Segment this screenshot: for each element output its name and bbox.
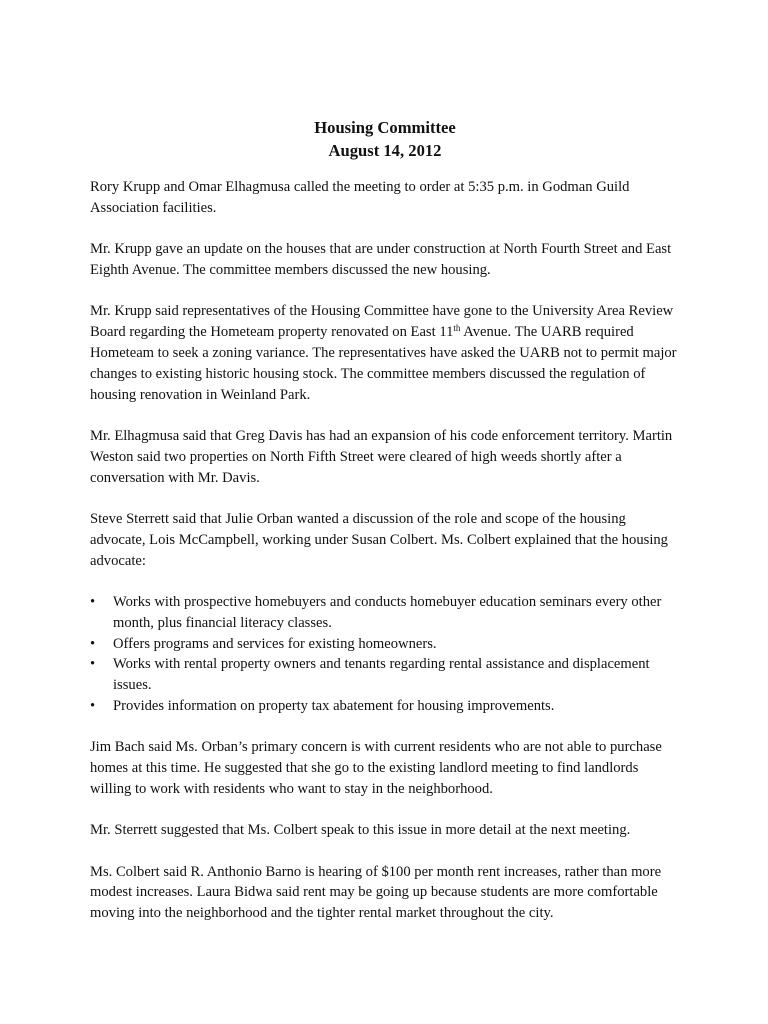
list-item [90, 634, 680, 655]
bullet-glyph: • [90, 593, 96, 610]
paragraph-housing-advocate: Steve Sterrett said that Julie Orban wanted a discussion of the role and scope of the housing advocate, Lois McCampbell, working under Susan Colbert. Ms. Colbert explained that the housing advocate: [90, 510, 668, 569]
list-item-text: Works with prospective homebuyers and conducts homebuyer education seminars every other month, plus financial literacy classes. [113, 593, 662, 631]
paragraph-call-to-order: Rory Krupp and Omar Elhagmusa called the meeting to order at 5:35 p.m. in Godman Guild Association facilities. [90, 179, 630, 216]
list-item-text: Provides information on property tax abatement for housing improvements. [113, 697, 555, 714]
bullet-glyph: • [90, 635, 96, 652]
list-item [90, 592, 680, 634]
advocate-duties-list [90, 592, 680, 717]
document-title: Housing Committee [314, 118, 456, 137]
list-item [90, 696, 680, 717]
uarb-text-start: Mr. Krupp said representatives of the Housing Committee have gone to the University Area Review Board regarding the Hometeam property renovated on East 11 [90, 303, 674, 341]
paragraph-uarb [90, 301, 680, 405]
ordinal-suffix: th [453, 323, 461, 334]
list-item-text: Works with rental property owners and tenants regarding rental assistance and displacement issues. [113, 656, 650, 694]
list-item [90, 654, 680, 696]
list-item-text: Offers programs and services for existing homeowners. [113, 635, 437, 652]
meeting-date: August 14, 2012 [328, 141, 442, 160]
paragraph-primary-concern: Jim Bach said Ms. Orban’s primary concern is with current residents who are not able to purchase homes at this time. He suggested that she go to the existing landlord meeting to find landlords willing to work with residents who want to stay in the neighborhood. [90, 739, 662, 797]
uarb-text-end: Avenue. The UARB required Hometeam to seek a zoning variance. The representatives have asked the UARB not to permit major changes to existing historic housing stock. The committee members discussed the regulation of housing renovation in Weinland Park. [90, 324, 677, 403]
bullet-glyph: • [90, 656, 96, 673]
paragraph-rent-increases: Ms. Colbert said R. Anthonio Barno is hearing of $100 per month rent increases, rather than more modest increases. Laura Bidwa said rent may be going up because students are more comfortable moving into the neighborhood and the tighter rental market throughout the city. [90, 863, 662, 922]
bullet-glyph: • [90, 697, 96, 714]
paragraph-code-enforcement: Mr. Elhagmusa said that Greg Davis has had an expansion of his code enforcement territory. Martin Weston said two properties on North Fifth Street were cleared of high weeds shortly after a conversation with Mr. Davis. [90, 427, 673, 486]
document-body [90, 116, 680, 945]
paragraph-construction-update: Mr. Krupp gave an update on the houses that are under construction at North Fourth Street and East Eighth Avenue. The committee members discussed the new housing. [90, 241, 672, 278]
paragraph-next-meeting: Mr. Sterrett suggested that Ms. Colbert speak to this issue in more detail at the next meeting. [90, 822, 631, 839]
